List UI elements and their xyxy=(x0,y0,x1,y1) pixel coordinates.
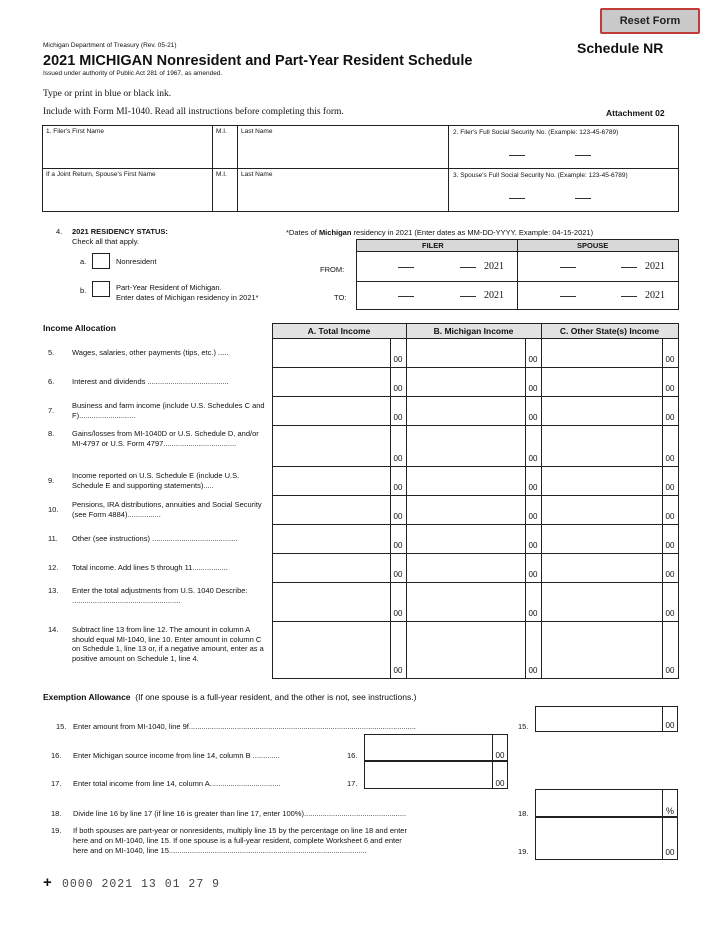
filer-ssn-label: 2. Filer's Full Social Security No. (Example: 123-45-6789) xyxy=(453,129,619,136)
filer-to-year: 2021 xyxy=(484,290,504,301)
to-label: TO: xyxy=(334,293,347,302)
income-line-14-col-b-field[interactable] xyxy=(407,622,524,677)
cents-label: 00 xyxy=(393,454,403,463)
cents-label: 00 xyxy=(665,541,675,550)
income-line-9-col-a-field[interactable] xyxy=(273,467,389,494)
income-line-11-col-c-field[interactable] xyxy=(542,525,661,552)
line17-amount-field[interactable] xyxy=(364,761,508,789)
residency-line-number: 4. xyxy=(56,227,63,236)
income-line-13-col-a-field[interactable] xyxy=(273,583,389,620)
income-line-6-col-b-field[interactable] xyxy=(407,368,524,395)
cents-label: 00 xyxy=(665,570,675,579)
income-line-9-col-b-field[interactable] xyxy=(407,467,524,494)
nonresident-checkbox[interactable] xyxy=(92,253,110,269)
spouse-mi-field[interactable] xyxy=(214,181,236,209)
filer-last-name-field[interactable] xyxy=(240,138,445,166)
income-line-5-col-c-field[interactable] xyxy=(542,339,661,366)
part-year-resident-checkbox[interactable] xyxy=(92,281,110,297)
spouse-last-name-field[interactable] xyxy=(240,181,445,209)
income-line-8-label: 8. Gains/losses from MI-1040D or U.S. Schedule D, and/or MI-4797 or U.S. Form 4797................................... xyxy=(48,429,259,448)
income-line-8-col-a-field[interactable] xyxy=(273,426,389,465)
column-header-b: B. Michigan Income xyxy=(433,326,514,336)
cents-label: 00 xyxy=(393,512,403,521)
cents-label: 00 xyxy=(665,666,675,675)
filer-dates-header: FILER xyxy=(422,241,444,250)
income-line-11-col-b-field[interactable] xyxy=(407,525,524,552)
income-line-6-col-a-field[interactable] xyxy=(273,368,389,395)
income-line-7-col-b-field[interactable] xyxy=(407,397,524,424)
residency-check-note: Check all that apply. xyxy=(72,237,139,246)
reset-form-button[interactable]: Reset Form xyxy=(600,8,700,34)
cents-label: 00 xyxy=(665,609,675,618)
income-line-7-col-c-field[interactable] xyxy=(542,397,661,424)
part-year-label: Part-Year Resident of Michigan. xyxy=(116,283,222,292)
form-title: 2021 MICHIGAN Nonresident and Part-Year Resident Schedule xyxy=(43,53,473,69)
spouse-last-name-label: Last Name xyxy=(241,171,273,178)
cents-label: 00 xyxy=(528,384,538,393)
cents-label: 00 xyxy=(665,355,675,364)
cents-label: 00 xyxy=(393,384,403,393)
cents-label: 00 xyxy=(665,413,675,422)
cents-label: 00 xyxy=(528,355,538,364)
filer-from-year: 2021 xyxy=(484,261,504,272)
income-line-14-col-c-field[interactable] xyxy=(542,622,661,677)
income-line-14-label: 14. Subtract line 13 from line 12. The amount in column A should equal MI-1040, line 10. Enter amount in column C on Schedule 1, line 13 or, if a negative amount, enter as a positive amount on Schedule 1, line 4. xyxy=(48,625,264,663)
option-b-letter: b. xyxy=(80,286,87,295)
line15-label: Enter amount from MI-1040, line 9f............................................................................................................. xyxy=(73,722,417,731)
part-year-dates-label: Enter dates of Michigan residency in 2021* xyxy=(116,293,259,302)
residency-status-title: 2021 RESIDENCY STATUS: xyxy=(72,227,168,236)
cents-label: 00 xyxy=(393,570,403,579)
income-line-10-col-c-field[interactable] xyxy=(542,496,661,523)
income-line-12-col-a-field[interactable] xyxy=(273,554,389,581)
dates-note: *Dates of Michigan residency in 2021 (Enter dates as MM-DD-YYYY. Example: 04-15-2021) xyxy=(286,228,594,237)
line16-ref: 16. xyxy=(347,751,358,760)
filer-mi-field[interactable] xyxy=(214,138,236,166)
column-header-a: A. Total Income xyxy=(307,326,371,336)
cents-label: 00 xyxy=(528,609,538,618)
cents-label: 00 xyxy=(393,483,403,492)
cents-label: 00 xyxy=(528,512,538,521)
spouse-mi-label: M.I. xyxy=(216,171,227,178)
cents-label: 00 xyxy=(393,355,403,364)
cents-label: 00 xyxy=(528,541,538,550)
cents-label: 00 xyxy=(528,483,538,492)
income-line-9-col-c-field[interactable] xyxy=(542,467,661,494)
filer-mi-label: M.I. xyxy=(216,128,227,135)
line19-number: 19. xyxy=(51,826,62,835)
line17-label: Enter total income from line 14, column A.................................. xyxy=(73,779,281,788)
income-line-5-col-a-field[interactable] xyxy=(273,339,389,366)
attachment-number: Attachment 02 xyxy=(606,108,665,118)
cents-label: 00 xyxy=(665,454,675,463)
cents-label: 00 xyxy=(528,666,538,675)
income-line-14-col-a-field[interactable] xyxy=(273,622,389,677)
income-line-13-label: 13. Enter the total adjustments from U.S. 1040 Describe: .................................................... xyxy=(48,586,248,605)
income-line-12-col-c-field[interactable] xyxy=(542,554,661,581)
exemption-heading-row: Exemption Allowance (If one spouse is a full-year resident, and the other is not, see instructions.) xyxy=(43,692,417,702)
spouse-first-name-field[interactable] xyxy=(46,181,208,209)
income-line-5-col-b-field[interactable] xyxy=(407,339,524,366)
income-line-8-col-b-field[interactable] xyxy=(407,426,524,465)
filer-first-name-label: 1. Filer's First Name xyxy=(46,128,104,135)
income-line-10-col-a-field[interactable] xyxy=(273,496,389,523)
column-header-c: C. Other State(s) Income xyxy=(559,326,660,336)
department-line: Michigan Department of Treasury (Rev. 05-21) xyxy=(43,42,177,49)
line15-amount-field[interactable] xyxy=(535,706,678,732)
income-line-8-col-c-field[interactable] xyxy=(542,426,661,465)
filer-ssn-field[interactable] xyxy=(452,140,676,166)
nonresident-label: Nonresident xyxy=(116,257,157,266)
cents-label: 00 xyxy=(528,570,538,579)
line16-label: Enter Michigan source income from line 14, column B ............. xyxy=(73,751,280,760)
line18-percent-field[interactable] xyxy=(535,789,678,817)
income-line-9-label: 9. Income reported on U.S. Schedule E (include U.S. Schedule E and supporting statements)..... xyxy=(48,471,240,490)
include-instruction: Include with Form MI-1040. Read all instructions before completing this form. xyxy=(43,107,344,117)
income-line-11-label: 11. Other (see instructions) ......................................... xyxy=(48,533,238,543)
line18-number: 18. xyxy=(51,809,62,818)
filer-last-name-label: Last Name xyxy=(241,128,273,135)
income-line-7-col-a-field[interactable] xyxy=(273,397,389,424)
plus-marker: + xyxy=(43,874,52,891)
spouse-ssn-field[interactable] xyxy=(452,183,676,209)
cents-label: 00 xyxy=(393,541,403,550)
spouse-to-year: 2021 xyxy=(645,290,665,301)
form-scan-code: 0000 2021 13 01 27 9 xyxy=(62,878,221,891)
income-allocation-heading: Income Allocation xyxy=(43,323,116,333)
cents-label: 00 xyxy=(393,413,403,422)
filer-first-name-field[interactable] xyxy=(46,138,208,166)
line19-amount-field[interactable] xyxy=(535,817,678,860)
income-line-10-col-b-field[interactable] xyxy=(407,496,524,523)
cents-label: 00 xyxy=(665,384,675,393)
income-line-11-col-a-field[interactable] xyxy=(273,525,389,552)
cents-label: 00 xyxy=(528,454,538,463)
ink-instruction: Type or print in blue or black ink. xyxy=(43,89,172,99)
income-line-6-col-c-field[interactable] xyxy=(542,368,661,395)
spouse-ssn-label: 3. Spouse's Full Social Security No. (Example: 123-45-6789) xyxy=(453,172,628,179)
spouse-from-year: 2021 xyxy=(645,261,665,272)
spouse-dates-header: SPOUSE xyxy=(577,241,609,250)
from-label: FROM: xyxy=(320,265,345,274)
cents-label: 00 xyxy=(665,512,675,521)
line15-number: 15. xyxy=(56,722,67,731)
cents-label: 00 xyxy=(665,483,675,492)
line18-label: Divide line 16 by line 17 (if line 16 is greater than line 17, enter 100%)................................................. xyxy=(73,809,407,818)
income-line-6-label: 6. Interest and dividends ....................................... xyxy=(48,376,229,386)
authority-line: Issued under authority of Public Act 281 of 1967, as amended. xyxy=(43,70,223,77)
line16-amount-field[interactable] xyxy=(364,734,508,761)
option-a-letter: a. xyxy=(80,257,87,266)
income-line-10-label: 10. Pensions, IRA distributions, annuities and Social Security (see Form 4884)................ xyxy=(48,500,262,519)
income-line-13-col-c-field[interactable] xyxy=(542,583,661,620)
line17-number: 17. xyxy=(51,779,62,788)
income-line-13-col-b-field[interactable] xyxy=(407,583,524,620)
cents-label: 00 xyxy=(393,609,403,618)
line15-ref: 15. xyxy=(518,722,529,731)
line18-ref: 18. xyxy=(518,809,529,818)
line19-label: If both spouses are part-year or nonresidents, multiply line 15 by the percentage on line 18 and enter here and on MI-1040, line 15. If one spouse is a full-year resident, complete Worksheet 6 and enter here and on MI-1040, line 15............................................................................................... xyxy=(73,826,407,855)
income-line-5-label: 5. Wages, salaries, other payments (tips, etc.) ..... xyxy=(48,347,229,357)
cents-label: 00 xyxy=(528,413,538,422)
income-line-12-col-b-field[interactable] xyxy=(407,554,524,581)
income-line-12-label: 12. Total income. Add lines 5 through 11................. xyxy=(48,562,228,572)
line19-ref: 19. xyxy=(518,847,529,856)
cents-label: 00 xyxy=(393,666,403,675)
schedule-name: Schedule NR xyxy=(577,40,664,56)
line16-number: 16. xyxy=(51,751,62,760)
income-line-7-label: 7. Business and farm income (include U.S. Schedules C and F)........................... xyxy=(48,401,265,420)
line17-ref: 17. xyxy=(347,779,358,788)
spouse-first-name-label: If a Joint Return, Spouse's First Name xyxy=(46,171,156,178)
